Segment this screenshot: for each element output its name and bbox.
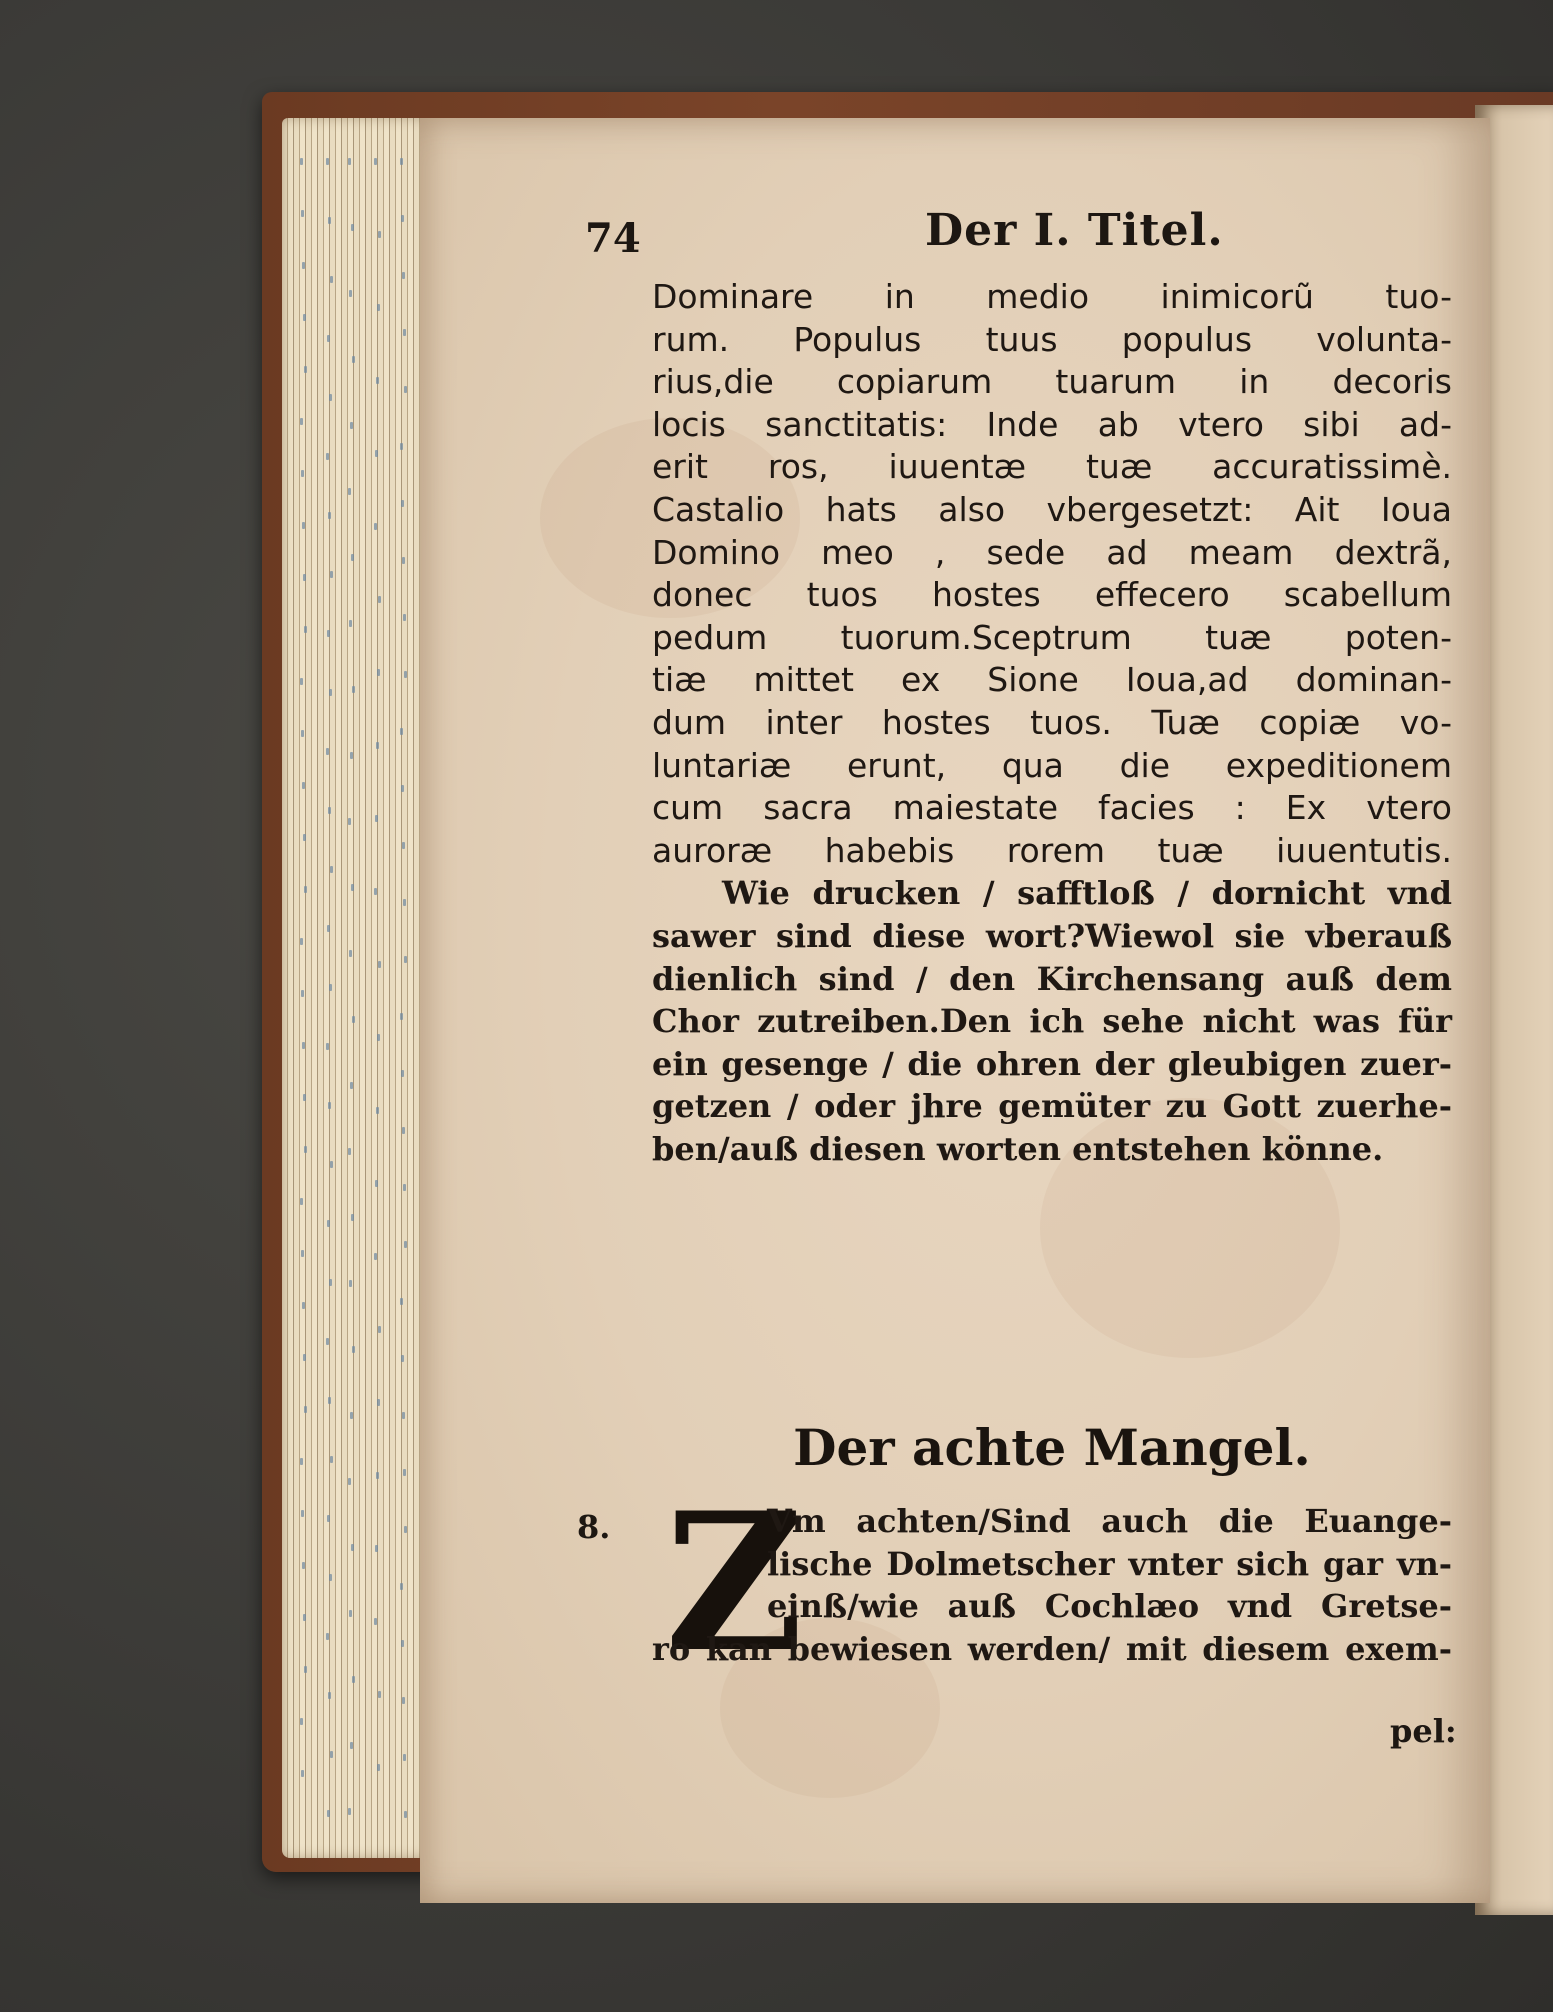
edge-speckle [329,394,332,401]
edge-speckle [377,669,380,676]
page-number: 74 [585,215,641,262]
edge-speckle [401,1070,404,1077]
edge-speckle [401,785,404,792]
edge-speckle [301,210,304,217]
edge-speckle [400,728,403,735]
edge-speckle [330,1456,333,1463]
edge-speckle [304,626,307,633]
edge-speckle [328,1692,331,1699]
text-line: ro kan bewiesen werden/ mit diesem exem- [652,1629,1452,1668]
edge-speckle [404,1526,407,1533]
edge-speckle [349,620,352,627]
text-line: Wie drucken / safftloß / dornicht vnd [722,874,1452,913]
edge-speckle [351,1214,354,1221]
latin-quotation [652,276,1452,872]
edge-speckle [304,366,307,373]
edge-speckle [348,488,351,495]
edge-speckle [375,815,378,822]
text-line: locis sanctitatis: Inde ab vtero sibi ad- [652,404,1452,444]
edge-speckle [330,866,333,873]
edge-speckle [300,418,303,425]
edge-speckle [326,158,329,165]
edge-speckle [350,1412,353,1419]
edge-speckle [304,886,307,893]
edge-speckle [328,217,331,224]
text-line: rius,die copiarum tuarum in decoris [652,362,1452,402]
edge-speckle [404,1241,407,1248]
text-line: luntariæ erunt, qua die expeditionem [652,745,1452,785]
edge-speckle [378,231,381,238]
text-line: Domino meo , sede ad meam dextrã, [652,532,1452,572]
text-line: pedum tuorum.Sceptrum tuæ poten- [652,617,1452,657]
text-line: Castalio hats also vbergesetzt: Ait Ioua [652,489,1452,529]
edge-speckle [326,1338,329,1345]
edge-speckle [300,1718,303,1725]
edge-speckle [374,1253,377,1260]
edge-speckle [352,1016,355,1023]
edge-speckle [300,678,303,685]
edge-speckle [349,950,352,957]
edge-speckle [330,276,333,283]
edge-speckle [378,1326,381,1333]
text-line: cum sacra maiestate facies : Ex vtero [652,788,1452,828]
edge-speckle [328,1102,331,1109]
edge-speckle [326,1043,329,1050]
edge-speckle [402,1697,405,1704]
edge-speckle [376,1472,379,1479]
edge-speckle [304,1146,307,1153]
edge-speckle [327,1515,330,1522]
edge-speckle [302,1042,305,1049]
edge-speckle [328,807,331,814]
edge-speckle [302,262,305,269]
edge-speckle [301,1510,304,1517]
text-line: einß/wie auß Cochlæo vnd Gretse- [767,1587,1452,1626]
edge-speckle [329,689,332,696]
text-line: rum. Populus tuus populus volunta- [652,319,1452,359]
edge-speckle [303,574,306,581]
edge-speckle [400,1583,403,1590]
german-commentary [652,872,1452,1170]
edge-speckle [303,314,306,321]
edge-speckle [301,1770,304,1777]
edge-speckle [376,742,379,749]
edge-speckle [374,888,377,895]
edge-speckle [402,1412,405,1419]
text-line: dum inter hostes tuos. Tuæ copiæ vo- [652,702,1452,742]
edge-speckle [374,523,377,530]
edge-speckle [330,571,333,578]
edge-speckle [327,335,330,342]
edge-speckle [402,557,405,564]
edge-speckle [351,884,354,891]
edge-speckle [401,500,404,507]
edge-speckle [304,1666,307,1673]
edge-speckle [330,1751,333,1758]
text-line: tiæ mittet ex Sione Ioua,ad dominan- [652,660,1452,700]
edge-speckle [327,630,330,637]
page-fore-edge [282,118,432,1858]
drop-initial: Z [665,1471,804,1694]
edge-speckle [300,158,303,165]
edge-speckle [300,1458,303,1465]
text-line: erit ros, iuuentæ tuæ accuratissimè. [652,447,1452,487]
edge-speckle [352,356,355,363]
edge-speckle [400,1013,403,1020]
margin-note: 8. [577,1508,611,1546]
edge-speckle [300,1198,303,1205]
text-line: auroræ habebis rorem tuæ iuuentutis. [652,830,1452,870]
edge-speckle [302,1562,305,1569]
text-line: sawer sind diese wort?Wiewol sie vberauß [652,916,1452,955]
edge-speckle [350,1082,353,1089]
catchword: pel: [1390,1712,1457,1750]
text-line: Dominare in medio inimicorũ tuo- [652,277,1452,316]
edge-speckle [327,1220,330,1227]
text-line: ein gesenge / die ohren der gleubigen zuer- [652,1044,1452,1083]
edge-speckle [328,512,331,519]
running-head: Der I. Titel. [925,205,1224,256]
edge-speckle [377,1034,380,1041]
edge-speckle [349,1610,352,1617]
edge-speckle [404,386,407,393]
edge-speckle [302,1302,305,1309]
text-line: donec tuos hostes effecero scabellum [652,575,1452,615]
edge-speckle [403,614,406,621]
edge-speckle [352,1346,355,1353]
page-header [585,205,1445,265]
edge-speckle [329,1279,332,1286]
text-line: getzen / oder jhre gemüter zu Gott zuerhe- [652,1087,1452,1126]
edge-speckle [351,1544,354,1551]
edge-speckle [302,522,305,529]
edge-speckle [404,671,407,678]
edge-speckle [350,752,353,759]
edge-speckle [401,1355,404,1362]
edge-speckle [301,730,304,737]
edge-speckle [303,1354,306,1361]
text-line: ben/auß diesen worten entstehen könne. [652,1129,1384,1168]
edge-speckle [303,1614,306,1621]
edge-speckle [350,1742,353,1749]
edge-speckle [404,1811,407,1818]
edge-speckle [375,1545,378,1552]
edge-speckle [348,1808,351,1815]
edge-speckle [376,1107,379,1114]
edge-speckle [377,1399,380,1406]
edge-speckle [303,1094,306,1101]
edge-speckle [351,554,354,561]
edge-speckle [326,748,329,755]
edge-speckle [329,984,332,991]
edge-speckle [378,596,381,603]
edge-speckle [400,158,403,165]
section-heading: Der achte Mangel. [793,1418,1311,1477]
edge-speckle [303,834,306,841]
text-line: Vm achten/Sind auch die Euange- [767,1502,1452,1540]
edge-speckle [402,272,405,279]
edge-speckle [375,1180,378,1187]
edge-speckle [348,1148,351,1155]
edge-speckle [301,990,304,997]
edge-speckle [352,686,355,693]
section-body [652,1500,1452,1670]
edge-speckle [375,450,378,457]
edge-speckle [402,842,405,849]
edge-speckle [402,1127,405,1134]
edge-speckle [403,899,406,906]
text-line: lische Dolmetscher vnter sich gar vn- [767,1544,1452,1583]
edge-speckle [377,304,380,311]
edge-speckle [349,290,352,297]
edge-speckle [400,443,403,450]
edge-speckle [401,215,404,222]
edge-speckle [327,925,330,932]
edge-speckle [378,961,381,968]
edge-speckle [302,782,305,789]
edge-speckle [348,1478,351,1485]
edge-speckle [352,1676,355,1683]
edge-speckle [401,1640,404,1647]
edge-speckle [374,1618,377,1625]
edge-speckle [351,224,354,231]
edge-speckle [378,1691,381,1698]
edge-speckle [377,1764,380,1771]
edge-speckle [403,1754,406,1761]
edge-speckle [328,1397,331,1404]
edge-speckle [403,329,406,336]
edge-speckle [300,938,303,945]
edge-speckle [350,422,353,429]
edge-speckle [403,1469,406,1476]
edge-speckle [348,818,351,825]
edge-speckle [404,956,407,963]
body-text [652,276,1452,1170]
text-line: Chor zutreiben.Den ich sehe nicht was für [652,1002,1452,1041]
edge-speckle [349,1280,352,1287]
edge-speckle [326,1633,329,1640]
edge-speckle [403,1184,406,1191]
edge-speckle [329,1574,332,1581]
edge-speckle [348,158,351,165]
edge-speckle [326,453,329,460]
edge-speckle [330,1161,333,1168]
edge-speckle [376,377,379,384]
edge-speckle [400,1298,403,1305]
edge-speckle [301,470,304,477]
edge-speckle [374,158,377,165]
edge-speckle [327,1810,330,1817]
edge-speckle [304,1406,307,1413]
text-line: dienlich sind / den Kirchensang auß dem [652,959,1452,998]
edge-speckle [301,1250,304,1257]
